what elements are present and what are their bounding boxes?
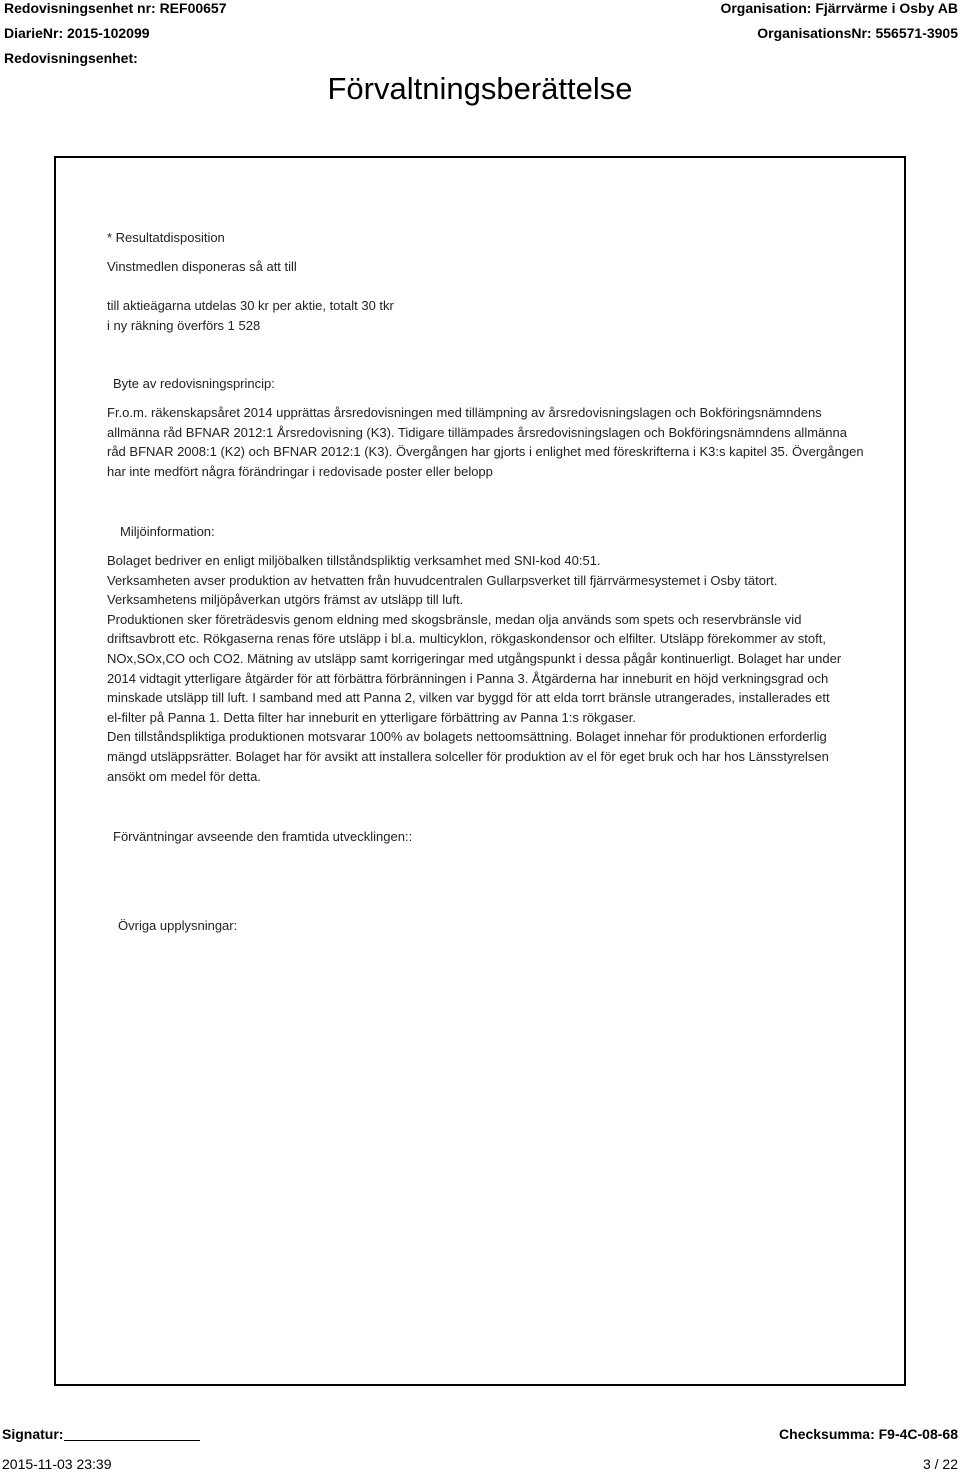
diarie-nr: DiarieNr: 2015-102099 [4,25,150,41]
redovisningsenhet-nr: Redovisningsenhet nr: REF00657 [4,0,227,16]
text-line: driftsavbrott etc. Rökgaserna renas före utsläpp i bl.a. multicyklon, rökgaskondensor och elfilter. Utsläpp förekommer av stoft, [107,631,826,647]
miljoinformation-text [107,551,907,786]
resultatdisposition-line-2: i ny räkning överförs 1 528 [107,318,261,333]
text-line: Bolaget bedriver en enligt miljöbalken tillståndspliktig verksamhet med SNI-kod 40:51. [107,553,601,568]
organisation: Organisation: Fjärrvärme i Osby AB [720,0,958,16]
resultatdisposition-line-1: till aktieägarna utdelas 30 kr per aktie, totalt 30 tkr [107,298,394,313]
organisations-nr: OrganisationsNr: 556571-3905 [757,25,958,41]
miljoinformation-heading: Miljöinformation: [120,524,215,539]
text-line: har inte medfört några förändringar i redovisade poster eller belopp [107,463,493,479]
text-line: minskade utsläpp till luft. I samband med att Panna 2, vilken var byggd för att elda torrt bränsle utrangerades, installerades ett [107,690,830,706]
text-line: Verksamhetens miljöpåverkan utgörs främst av utsläpp till luft. [107,592,464,608]
text-line: mängd utsläppsrätter. Bolaget har för avsikt att installera solceller för produktion av el för eget bruk och har hos Länsstyrelsen [107,748,829,764]
ovriga-upplysningar-heading: Övriga upplysningar: [118,918,238,933]
resultatdisposition-heading: * Resultatdisposition [107,230,225,245]
redovisningsprincip-text [107,403,907,481]
forvantningar-heading: Förväntningar avseende den framtida utvecklingen:: [113,829,413,844]
text-line: allmänna råd BFNAR 2012:1 Årsredovisning (K3). Tidigare tillämpades årsredovisningslagen och Bokföringsnämndens allmänna [107,424,847,440]
text-line: NOx,SOx,CO och CO2. Mätning av utsläpp samt korrigeringar med utgångspunkt i dessa pågår kontinuerligt. Bolaget har under [107,650,842,666]
text-line: ansökt om medel för detta. [107,768,261,784]
text-line: råd BFNAR 2008:1 (K2) och BFNAR 2012:1 (K3). Övergången har gjorts i enlighet med föreskrifterna i K3:s kapitel 35. Övergången [107,444,864,460]
timestamp: 2015-11-03 23:39 [2,1456,112,1472]
text-line: Fr.o.m. räkenskapsåret 2014 upprättas årsredovisningen med tillämpning av årsredovisningslagen och Bokföringsnämndens [107,405,822,420]
resultatdisposition-intro: Vinstmedlen disponeras så att till [107,259,297,274]
text-line: 2014 vidtagit ytterligare åtgärder för att förbättra förbränningen i Panna 3. Åtgärderna har inneburit en höjd verkningsgrad och [107,670,829,686]
redovisningsprincip-heading: Byte av redovisningsprincip: [113,376,275,391]
signature-line [64,1440,200,1441]
text-line: Produktionen sker företrädesvis genom eldning med skogsbränsle, medan olja används som spets och reservbränsle vid [107,611,802,627]
text-line: Den tillståndspliktiga produktionen motsvarar 100% av bolagets nettoomsättning. Bolaget innehar för produktionen erforderlig [107,729,827,745]
page-title: Förvaltningsberättelse [327,71,633,106]
page-number: 3 / 22 [922,1456,958,1472]
text-line: el-filter på Panna 1. Detta filter har inneburit en ytterligare förbättring av Panna 1:s rökgaser. [107,709,636,725]
checksumma: Checksumma: F9-4C-08-68 [779,1426,958,1442]
redovisningsenhet-label: Redovisningsenhet: [4,50,138,66]
text-line: Verksamheten avser produktion av hetvatten från huvudcentralen Gullarpsverket till fjärrvärmesystemet i Osby tätort. [107,572,778,588]
signatur-label: Signatur: [2,1426,64,1442]
